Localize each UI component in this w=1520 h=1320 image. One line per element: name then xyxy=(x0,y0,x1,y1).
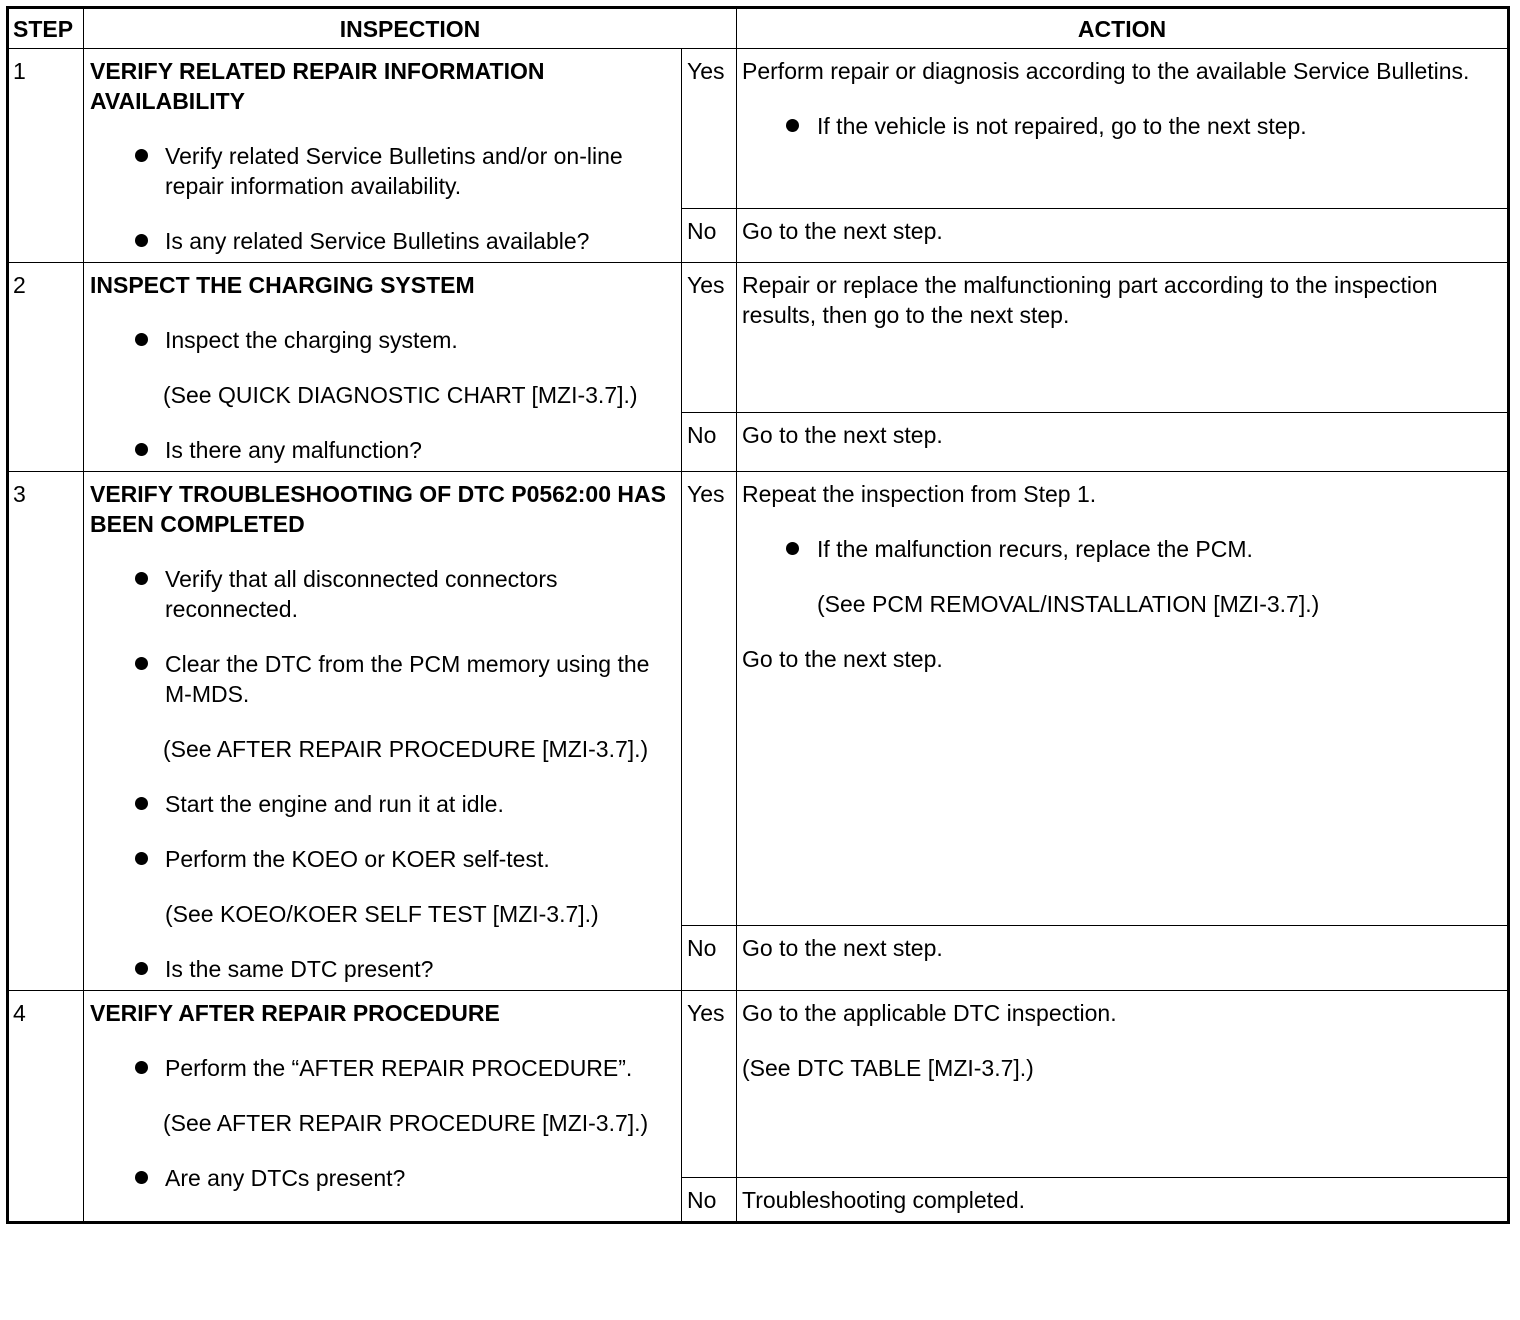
step-title: INSPECT THE CHARGING SYSTEM xyxy=(90,272,475,298)
bullet-icon xyxy=(135,852,148,865)
inspection-bullet xyxy=(90,844,677,874)
inspection-bullet xyxy=(90,1163,677,1193)
bullet-icon xyxy=(135,234,148,247)
bullet-text: Are any DTCs present? xyxy=(165,1165,406,1191)
bullet-text: Clear the DTC from the PCM memory using the M-MDS. xyxy=(165,651,650,707)
step-number: 4 xyxy=(8,991,84,1223)
inspection-bullet xyxy=(90,141,677,201)
reference-note: (See QUICK DIAGNOSTIC CHART [MZI-3.7].) xyxy=(163,382,638,408)
inspection-column-header: INSPECTION xyxy=(84,8,737,49)
bullet-icon xyxy=(135,657,148,670)
bullet-icon xyxy=(135,333,148,346)
step-2-inspection xyxy=(84,263,682,472)
no-label: No xyxy=(682,1178,737,1223)
action-bullet xyxy=(742,111,1505,141)
step-column-header: STEP xyxy=(8,8,84,49)
bullet-text: Start the engine and run it at idle. xyxy=(165,791,504,817)
step-number: 2 xyxy=(8,263,84,472)
yes-label: Yes xyxy=(682,263,737,413)
no-action: Go to the next step. xyxy=(737,209,1509,263)
action-text: Perform repair or diagnosis according to the available Service Bulletins. xyxy=(742,58,1470,84)
yes-action xyxy=(737,472,1509,926)
bullet-icon xyxy=(786,542,799,555)
inspection-bullet xyxy=(90,435,677,465)
yes-label: Yes xyxy=(682,472,737,926)
inspection-bullet xyxy=(90,325,677,355)
yes-action xyxy=(737,991,1509,1178)
bullet-icon xyxy=(135,443,148,456)
reference-note: (See AFTER REPAIR PROCEDURE [MZI-3.7].) xyxy=(163,1110,649,1136)
header-row xyxy=(8,8,1509,49)
inspection-bullet xyxy=(90,649,677,709)
action-column-header: ACTION xyxy=(737,8,1509,49)
step-1-inspection xyxy=(84,49,682,263)
inspection-bullet xyxy=(90,954,677,984)
bullet-text: Is any related Service Bulletins available? xyxy=(165,228,590,254)
no-action: Go to the next step. xyxy=(737,413,1509,472)
inspection-bullet xyxy=(90,1053,677,1083)
bullet-text: Perform the “AFTER REPAIR PROCEDURE”. xyxy=(165,1055,633,1081)
bullet-text: Is there any malfunction? xyxy=(165,437,422,463)
bullet-icon xyxy=(135,797,148,810)
step-title: VERIFY TROUBLESHOOTING OF DTC P0562:00 HAS BEEN COMPLETED xyxy=(90,481,666,537)
bullet-text: Verify related Service Bulletins and/or on-line repair information availability. xyxy=(165,143,623,199)
inspection-bullet xyxy=(90,789,677,819)
step-number: 3 xyxy=(8,472,84,991)
action-text: Go to the next step. xyxy=(742,646,943,672)
bullet-text: Perform the KOEO or KOER self-test. xyxy=(165,846,550,872)
step-title: VERIFY AFTER REPAIR PROCEDURE xyxy=(90,1000,500,1026)
no-action: Go to the next step. xyxy=(737,926,1509,991)
reference-note: (See DTC TABLE [MZI-3.7].) xyxy=(742,1055,1034,1081)
reference-note: (See KOEO/KOER SELF TEST [MZI-3.7].) xyxy=(165,901,599,927)
action-text: Go to the applicable DTC inspection. xyxy=(742,1000,1117,1026)
bullet-text: If the malfunction recurs, replace the PCM. xyxy=(817,536,1253,562)
no-label: No xyxy=(682,926,737,991)
no-label: No xyxy=(682,413,737,472)
bullet-icon xyxy=(135,1171,148,1184)
bullet-icon xyxy=(135,962,148,975)
yes-label: Yes xyxy=(682,49,737,209)
bullet-text: If the vehicle is not repaired, go to the next step. xyxy=(817,113,1307,139)
action-bullet xyxy=(742,534,1505,564)
reference-note: (See PCM REMOVAL/INSTALLATION [MZI-3.7].) xyxy=(817,591,1320,617)
bullet-text: Verify that all disconnected connectors reconnected. xyxy=(165,566,558,622)
step-4-yes-row xyxy=(8,991,1509,1178)
bullet-icon xyxy=(786,119,799,132)
yes-action: Repair or replace the malfunctioning part according to the inspection results, then go to the next step. xyxy=(737,263,1509,413)
bullet-text: Is the same DTC present? xyxy=(165,956,434,982)
inspection-bullet xyxy=(90,564,677,624)
step-1-yes-row xyxy=(8,49,1509,209)
bullet-icon xyxy=(135,1061,148,1074)
step-title: VERIFY RELATED REPAIR INFORMATION AVAILABILITY xyxy=(90,58,545,114)
troubleshooting-table xyxy=(6,6,1510,1224)
reference-note: (See AFTER REPAIR PROCEDURE [MZI-3.7].) xyxy=(163,736,649,762)
bullet-icon xyxy=(135,149,148,162)
step-4-inspection xyxy=(84,991,682,1223)
yes-label: Yes xyxy=(682,991,737,1178)
bullet-text: Inspect the charging system. xyxy=(165,327,458,353)
no-action: Troubleshooting completed. xyxy=(737,1178,1509,1223)
yes-action xyxy=(737,49,1509,209)
step-3-inspection xyxy=(84,472,682,991)
action-text: Repeat the inspection from Step 1. xyxy=(742,481,1097,507)
step-3-yes-row xyxy=(8,472,1509,926)
step-number: 1 xyxy=(8,49,84,263)
inspection-bullet xyxy=(90,226,677,256)
bullet-icon xyxy=(135,572,148,585)
step-2-yes-row xyxy=(8,263,1509,413)
no-label: No xyxy=(682,209,737,263)
